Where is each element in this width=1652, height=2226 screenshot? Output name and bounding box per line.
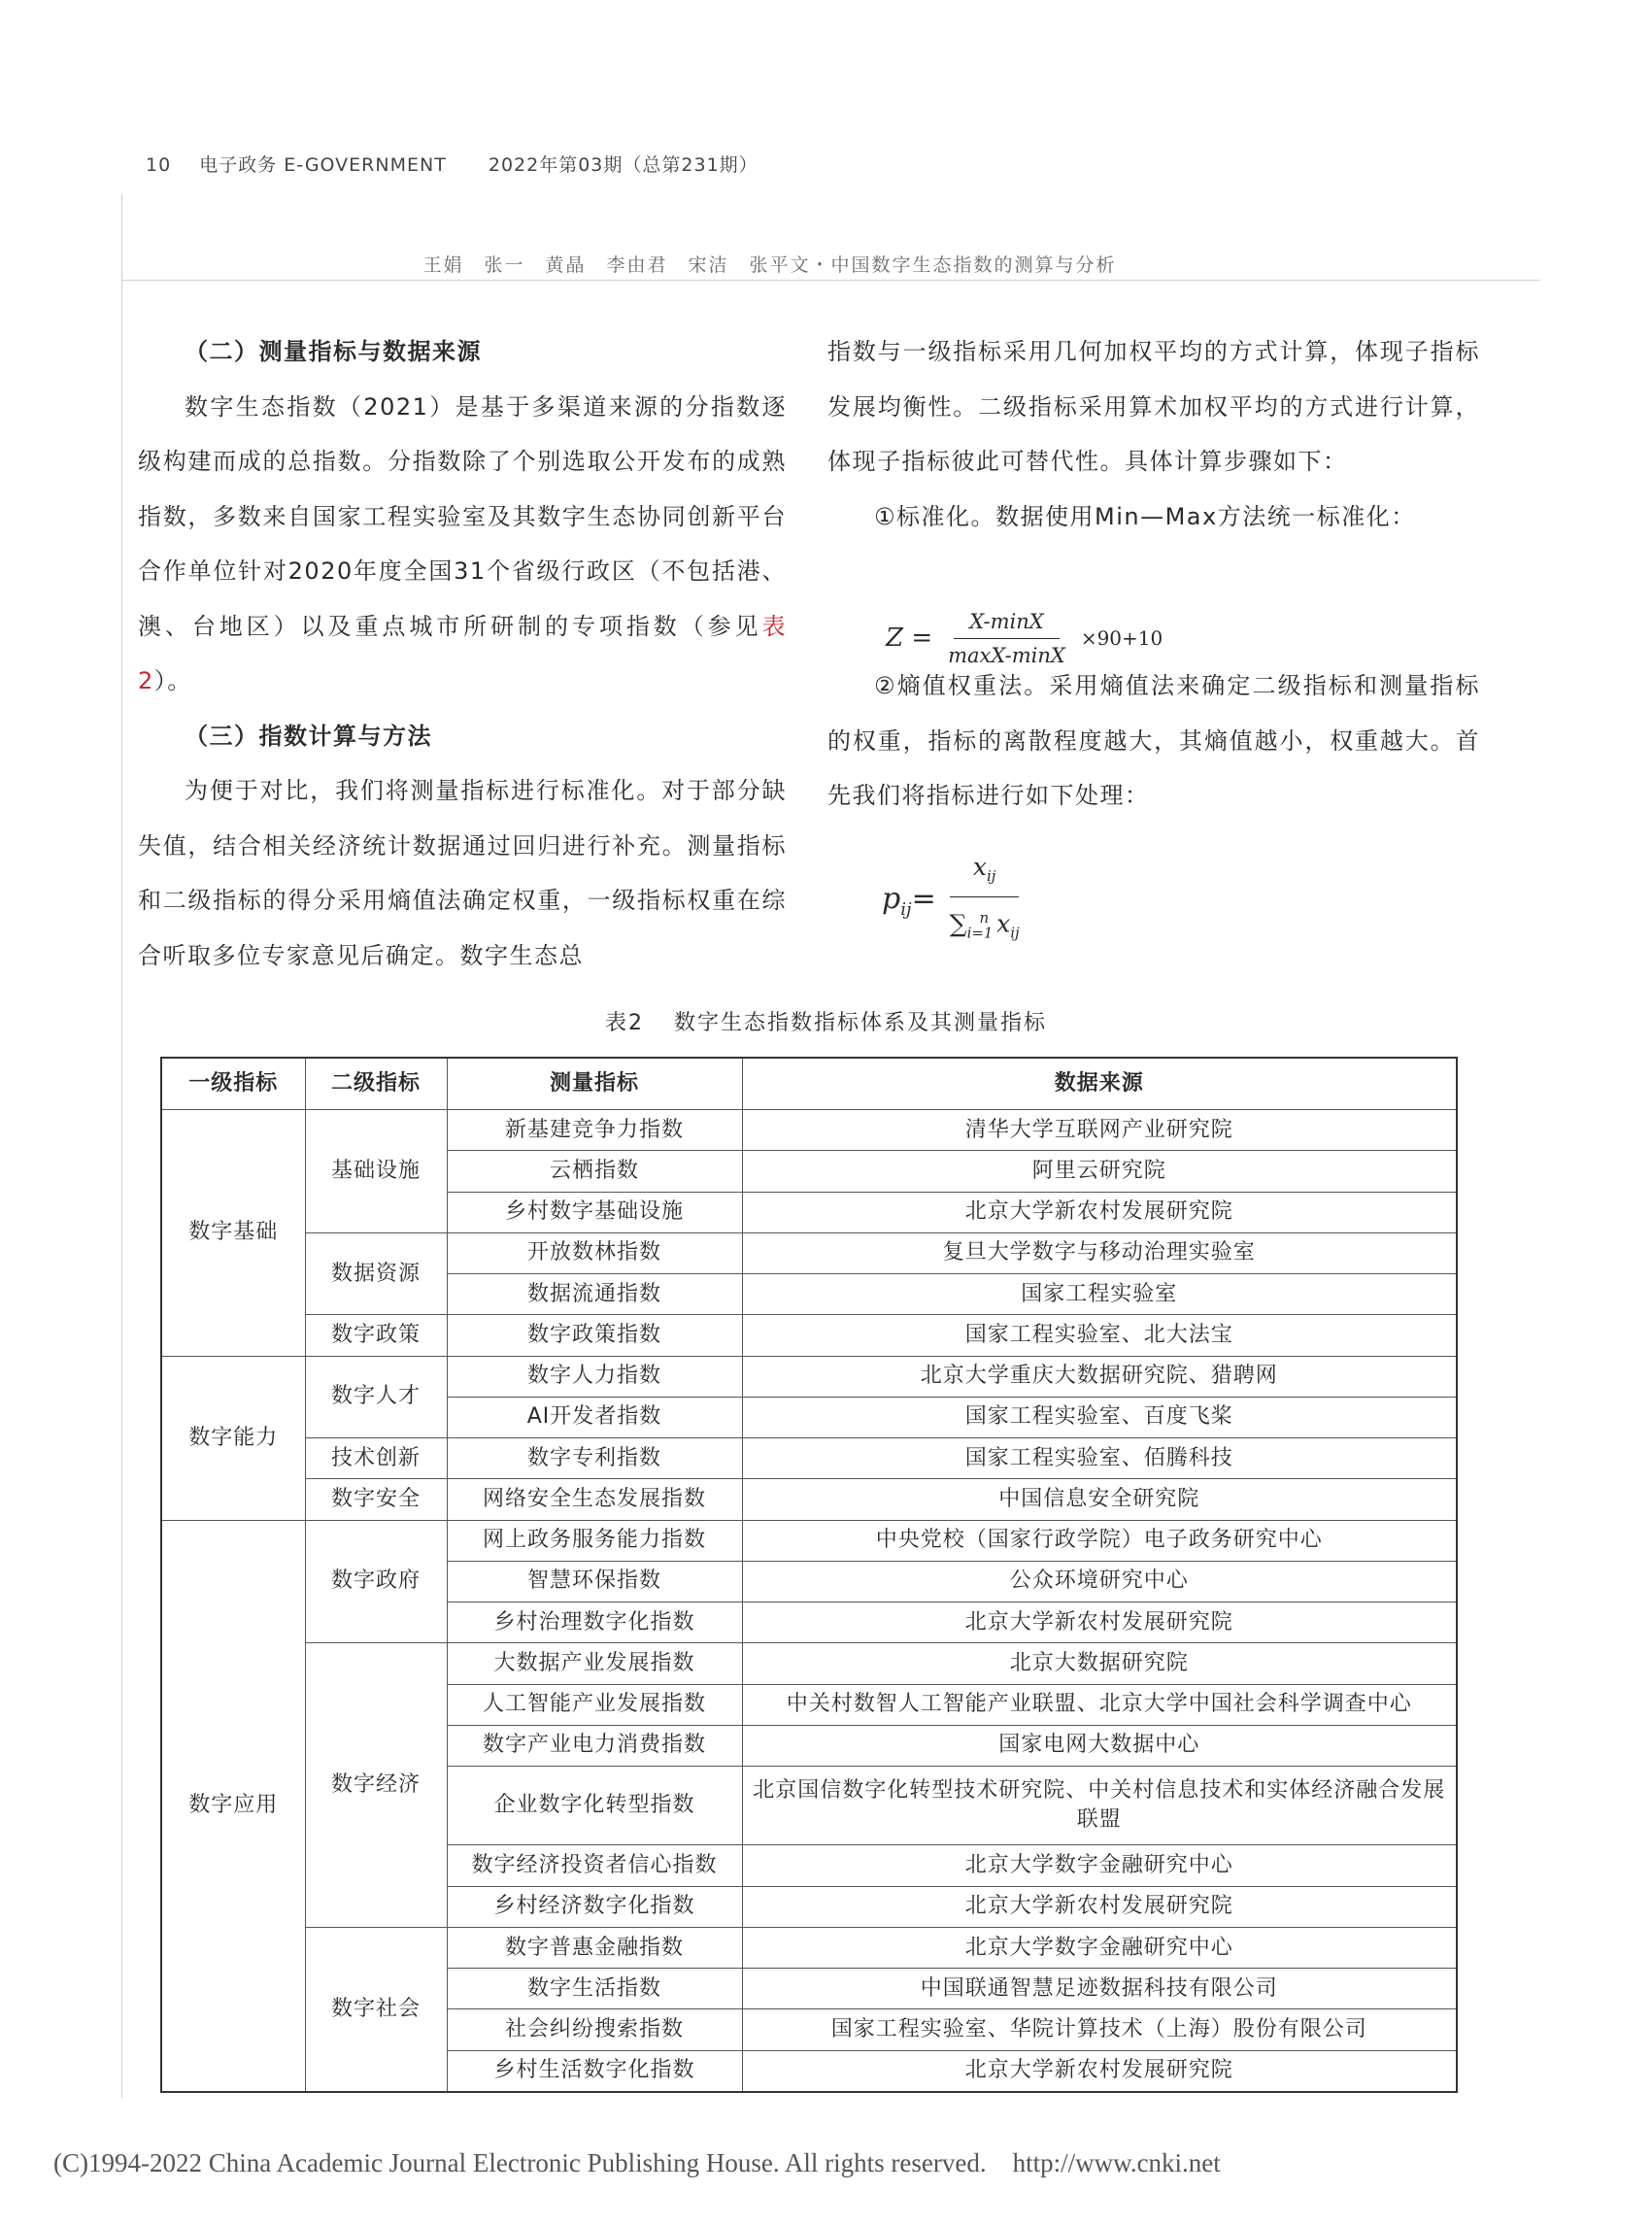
table-row [161,1356,1457,1397]
source-cell: 北京大学新农村发展研究院 [742,1192,1457,1232]
formula-p-denominator: $\sum_{i=1}^n$ $x_{ij}$ [949,909,1020,942]
column-header: 一级指标 [161,1058,305,1110]
level2-cell: 数字人才 [305,1356,447,1438]
formula-z-fraction [942,607,1071,670]
table-2-link[interactable]: 表 2 [138,612,787,694]
source-cell: 北京大学数字金融研究中心 [742,1845,1457,1886]
formula-proportion [882,853,1035,944]
table-row [161,1232,1457,1273]
metric-cell: 社会纠纷搜索指数 [447,2009,742,2050]
metric-cell: 大数据产业发展指数 [447,1643,742,1684]
formula-z-lhs: Z = [886,624,933,653]
metric-cell: AI开发者指数 [447,1397,742,1437]
source-cell: 北京大学新农村发展研究院 [742,2050,1457,2092]
metric-cell: 乡村治理数字化指数 [447,1602,742,1643]
formula-p-fraction [944,849,1026,951]
table-header-row [161,1058,1457,1110]
level2-cell: 数字政策 [305,1315,447,1356]
source-cell: 北京大学新农村发展研究院 [742,1602,1457,1643]
table-row [161,1479,1457,1520]
metric-cell: 数字普惠金融指数 [447,1927,742,1968]
journal-name: 电子政务 E-GOVERNMENT [199,154,447,176]
source-cell: 中关村数智人工智能产业联盟、北京大学中国社会科学调查中心 [742,1684,1457,1725]
copyright-notice: (C)1994-2022 China Academic Journal Electronic Publishing House. All rights reserved. http://www.cnki.net [53,2148,1221,2177]
page-number: 10 [146,154,172,176]
formula-p-numerator: $x_{ij}$ [950,849,1020,897]
formula-p-lhs: $p_{ij}=$ [882,881,936,920]
metric-cell: 数字人力指数 [447,1356,742,1397]
level2-cell: 基础设施 [305,1110,447,1233]
source-cell: 北京大数据研究院 [742,1643,1457,1684]
source-cell: 清华大学互联网产业研究院 [742,1110,1457,1151]
metric-cell: 企业数字化转型指数 [447,1767,742,1845]
table-row [161,1110,1457,1151]
metric-cell: 数字政策指数 [447,1315,742,1356]
level1-cell: 数字基础 [161,1110,305,1357]
level1-cell: 数字应用 [161,1520,305,2092]
metric-cell: 开放数林指数 [447,1232,742,1273]
source-cell: 北京大学数字金融研究中心 [742,1927,1457,1968]
formula-z-numerator: X-minX [954,607,1059,639]
paragraph-weighting: 指数与一级指标采用几何加权平均的方式计算，体现子指标发展均衡性。二级指标采用算术加权平均的方式进行计算，体现子指标彼此可替代性。具体计算步骤如下： [827,338,1480,475]
table-row [161,1520,1457,1561]
table-row [161,1315,1457,1356]
metric-cell: 乡村数字基础设施 [447,1192,742,1232]
level2-cell: 技术创新 [305,1438,447,1479]
column-header: 数据来源 [742,1058,1457,1110]
level1-cell: 数字能力 [161,1356,305,1520]
source-cell: 国家电网大数据中心 [742,1725,1457,1766]
level2-cell: 数字经济 [305,1643,447,1928]
paragraph-data-sources: 数字生态指数（2021）是基于多渠道来源的分指数逐级构建而成的总指数。分指数除了个别选取公开发布的成熟指数，多数来自国家工程实验室及其数字生态协同创新平台合作单位针对2020年度全国31个省级行政区（不包括港、澳、台地区）以及重点城市所研制的专项指数（参见表 2）。 [138,392,787,694]
metric-cell: 乡村经济数字化指数 [447,1886,742,1927]
indicator-table [160,1057,1458,2093]
table-row [161,1643,1457,1684]
issue-info: 2022年第03期（总第231期） [488,154,759,176]
metric-cell: 数字经济投资者信心指数 [447,1845,742,1886]
column-header: 测量指标 [447,1058,742,1110]
table-caption [0,1006,1652,1036]
metric-cell: 乡村生活数字化指数 [447,2050,742,2092]
right-column [827,324,1480,824]
source-cell: 国家工程实验室、华院计算技术（上海）股份有限公司 [742,2009,1457,2050]
source-cell: 北京大学重庆大数据研究院、猎聘网 [742,1356,1457,1397]
level2-cell: 数字政府 [305,1520,447,1643]
margin-rule [121,194,122,2098]
source-cell: 北京大学新农村发展研究院 [742,1886,1457,1927]
table-caption-label: 表2 [604,1011,644,1035]
level2-cell: 数字安全 [305,1479,447,1520]
step-standardize: ①标准化。数据使用Min—Max方法统一标准化： [874,502,1416,530]
source-cell: 国家工程实验室、北大法宝 [742,1315,1457,1356]
running-title: 王娟 张一 黄晶 李由君 宋洁 张平文・中国数字生态指数的测算与分析 [422,254,1117,276]
source-cell: 中国联通智慧足迹数据科技有限公司 [742,1969,1457,2009]
formula-standardization [886,604,1163,672]
step-entropy: ②熵值权重法。采用熵值法来确定二级指标和测量指标的权重，指标的离散程度越大，其熵值越小，权重越大。首先我们将指标进行如下处理： [827,672,1480,809]
level2-cell: 数字社会 [305,1927,447,2092]
source-cell: 国家工程实验室、佰腾科技 [742,1438,1457,1479]
section-heading-measurement: （二）测量指标与数据来源 [185,338,482,365]
source-cell: 国家工程实验室 [742,1274,1457,1315]
metric-cell: 智慧环保指数 [447,1561,742,1602]
table-row [161,1927,1457,1968]
column-header: 二级指标 [305,1058,447,1110]
metric-cell: 数字生活指数 [447,1969,742,2009]
page-header [146,151,759,177]
source-cell: 国家工程实验室、百度飞桨 [742,1397,1457,1437]
metric-cell: 数字专利指数 [447,1438,742,1479]
source-cell: 中国信息安全研究院 [742,1479,1457,1520]
metric-cell: 云栖指数 [447,1151,742,1192]
section-heading-method: （三）指数计算与方法 [185,722,432,750]
metric-cell: 网上政务服务能力指数 [447,1520,742,1561]
source-cell: 复旦大学数字与移动治理实验室 [742,1232,1457,1273]
metric-cell: 网络安全生态发展指数 [447,1479,742,1520]
source-cell: 公众环境研究中心 [742,1561,1457,1602]
source-cell: 北京国信数字化转型技术研究院、中关村信息技术和实体经济融合发展联盟 [742,1767,1457,1845]
source-cell: 阿里云研究院 [742,1151,1457,1192]
formula-z-denominator: maxX-minX [948,643,1065,667]
metric-cell: 新基建竞争力指数 [447,1110,742,1151]
table-caption-title: 数字生态指数指标体系及其测量指标 [673,1011,1047,1035]
formula-z-tail: ×90+10 [1080,626,1163,650]
header-divider [121,280,1539,281]
left-column [138,324,787,983]
table-row [161,1438,1457,1479]
level2-cell: 数据资源 [305,1232,447,1315]
paragraph-standardization: 为便于对比，我们将测量指标进行标准化。对于部分缺失值，结合相关经济统计数据通过回归进行补充。测量指标和二级指标的得分采用熵值法确定权重，一级指标权重在综合听取多位专家意见后确定。数字生态总 [138,777,787,969]
metric-cell: 数据流通指数 [447,1274,742,1315]
source-cell: 中央党校（国家行政学院）电子政务研究中心 [742,1520,1457,1561]
metric-cell: 数字产业电力消费指数 [447,1725,742,1766]
metric-cell: 人工智能产业发展指数 [447,1684,742,1725]
